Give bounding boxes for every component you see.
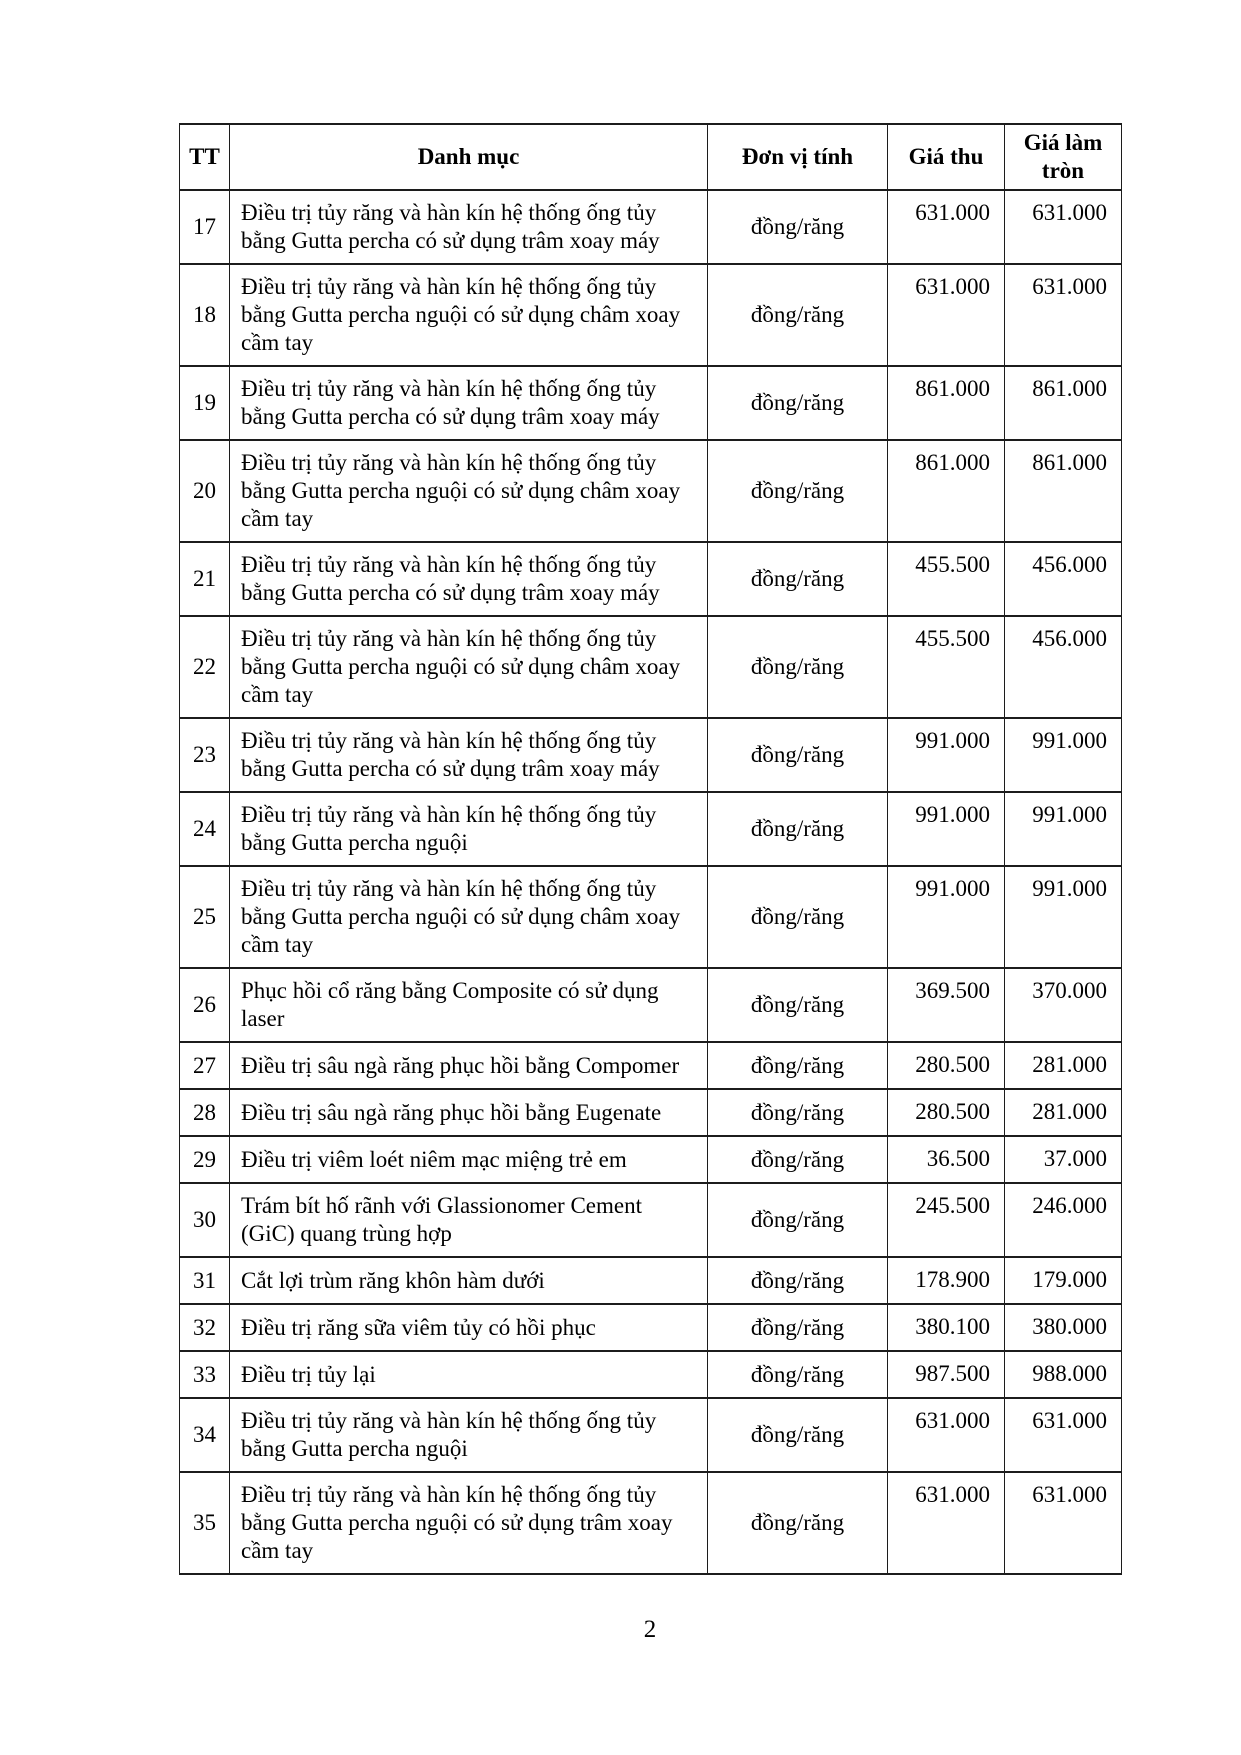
cell-don-vi-tinh: đồng/răng	[708, 1183, 888, 1257]
cell-danh-muc: Điều trị tủy răng và hàn kín hệ thống ống tủy bằng Gutta percha nguội có sử dụng châm xoay cầm tay	[230, 866, 708, 968]
table-row	[180, 968, 1122, 1042]
cell-gia-lam-tron: 370.000	[1005, 968, 1122, 1042]
cell-gia-lam-tron: 456.000	[1005, 616, 1122, 718]
cell-tt: 28	[180, 1089, 230, 1136]
cell-gia-lam-tron: 456.000	[1005, 542, 1122, 616]
table-row	[180, 1136, 1122, 1183]
table-body	[180, 190, 1122, 1574]
cell-gia-lam-tron: 991.000	[1005, 866, 1122, 968]
cell-gia-thu: 280.500	[888, 1089, 1005, 1136]
cell-gia-thu: 631.000	[888, 264, 1005, 366]
cell-gia-thu: 987.500	[888, 1351, 1005, 1398]
cell-danh-muc: Điều trị sâu ngà răng phục hồi bằng Compomer	[230, 1042, 708, 1089]
cell-tt: 21	[180, 542, 230, 616]
cell-gia-thu: 245.500	[888, 1183, 1005, 1257]
cell-danh-muc: Điều trị tủy răng và hàn kín hệ thống ống tủy bằng Gutta percha nguội	[230, 1398, 708, 1472]
header-danh-muc: Danh mục	[230, 124, 708, 190]
cell-gia-thu: 631.000	[888, 1472, 1005, 1574]
cell-gia-thu: 991.000	[888, 866, 1005, 968]
table-row	[180, 542, 1122, 616]
price-table	[179, 123, 1122, 1575]
table-row	[180, 366, 1122, 440]
cell-gia-lam-tron: 37.000	[1005, 1136, 1122, 1183]
cell-don-vi-tinh: đồng/răng	[708, 1351, 888, 1398]
cell-tt: 25	[180, 866, 230, 968]
cell-don-vi-tinh: đồng/răng	[708, 968, 888, 1042]
cell-gia-thu: 455.500	[888, 542, 1005, 616]
cell-danh-muc: Điều trị sâu ngà răng phục hồi bằng Eugenate	[230, 1089, 708, 1136]
cell-danh-muc: Điều trị tủy răng và hàn kín hệ thống ống tủy bằng Gutta percha nguội	[230, 792, 708, 866]
cell-don-vi-tinh: đồng/răng	[708, 366, 888, 440]
cell-tt: 24	[180, 792, 230, 866]
cell-gia-thu: 631.000	[888, 190, 1005, 264]
table-header-row	[180, 124, 1122, 190]
table-row	[180, 190, 1122, 264]
cell-gia-lam-tron: 179.000	[1005, 1257, 1122, 1304]
cell-tt: 31	[180, 1257, 230, 1304]
table-row	[180, 1398, 1122, 1472]
table-row	[180, 1042, 1122, 1089]
cell-gia-thu: 991.000	[888, 718, 1005, 792]
cell-gia-lam-tron: 631.000	[1005, 264, 1122, 366]
cell-gia-thu: 369.500	[888, 968, 1005, 1042]
cell-gia-thu: 36.500	[888, 1136, 1005, 1183]
cell-tt: 32	[180, 1304, 230, 1351]
cell-danh-muc: Cắt lợi trùm răng khôn hàm dưới	[230, 1257, 708, 1304]
cell-tt: 30	[180, 1183, 230, 1257]
table-row	[180, 1304, 1122, 1351]
cell-danh-muc: Điều trị tủy răng và hàn kín hệ thống ống tủy bằng Gutta percha nguội có sử dụng châm xoay cầm tay	[230, 264, 708, 366]
cell-don-vi-tinh: đồng/răng	[708, 1136, 888, 1183]
cell-gia-thu: 861.000	[888, 366, 1005, 440]
table-row	[180, 1472, 1122, 1574]
header-gia-lam-tron: Giá làm tròn	[1005, 124, 1122, 190]
table-row	[180, 792, 1122, 866]
table-row	[180, 1183, 1122, 1257]
cell-don-vi-tinh: đồng/răng	[708, 440, 888, 542]
cell-don-vi-tinh: đồng/răng	[708, 1472, 888, 1574]
cell-gia-thu: 380.100	[888, 1304, 1005, 1351]
cell-danh-muc: Điều trị tủy răng và hàn kín hệ thống ống tủy bằng Gutta percha nguội có sử dụng trâm xoay cầm tay	[230, 1472, 708, 1574]
cell-tt: 17	[180, 190, 230, 264]
cell-danh-muc: Phục hồi cổ răng bằng Composite có sử dụng laser	[230, 968, 708, 1042]
header-don-vi-tinh: Đơn vị tính	[708, 124, 888, 190]
table-row	[180, 1351, 1122, 1398]
cell-tt: 29	[180, 1136, 230, 1183]
cell-don-vi-tinh: đồng/răng	[708, 1398, 888, 1472]
table-row	[180, 866, 1122, 968]
table-row	[180, 264, 1122, 366]
cell-gia-thu: 455.500	[888, 616, 1005, 718]
cell-don-vi-tinh: đồng/răng	[708, 616, 888, 718]
cell-don-vi-tinh: đồng/răng	[708, 1042, 888, 1089]
cell-danh-muc: Trám bít hố rãnh với Glassionomer Cement (GiC) quang trùng hợp	[230, 1183, 708, 1257]
table-row	[180, 1257, 1122, 1304]
cell-danh-muc: Điều trị tủy răng và hàn kín hệ thống ống tủy bằng Gutta percha nguội có sử dụng châm xoay cầm tay	[230, 616, 708, 718]
page-number: 2	[643, 1616, 657, 1643]
cell-tt: 19	[180, 366, 230, 440]
table-row	[180, 616, 1122, 718]
cell-don-vi-tinh: đồng/răng	[708, 1257, 888, 1304]
cell-gia-lam-tron: 631.000	[1005, 190, 1122, 264]
cell-tt: 26	[180, 968, 230, 1042]
cell-gia-lam-tron: 991.000	[1005, 792, 1122, 866]
cell-danh-muc: Điều trị tủy lại	[230, 1351, 708, 1398]
cell-gia-thu: 991.000	[888, 792, 1005, 866]
cell-don-vi-tinh: đồng/răng	[708, 190, 888, 264]
table-row	[180, 1089, 1122, 1136]
cell-don-vi-tinh: đồng/răng	[708, 866, 888, 968]
cell-danh-muc: Điều trị tủy răng và hàn kín hệ thống ống tủy bằng Gutta percha có sử dụng trâm xoay máy	[230, 366, 708, 440]
cell-gia-thu: 631.000	[888, 1398, 1005, 1472]
cell-gia-thu: 280.500	[888, 1042, 1005, 1089]
table-row	[180, 718, 1122, 792]
header-gia-thu: Giá thu	[888, 124, 1005, 190]
cell-don-vi-tinh: đồng/răng	[708, 542, 888, 616]
cell-tt: 35	[180, 1472, 230, 1574]
cell-tt: 34	[180, 1398, 230, 1472]
header-tt: TT	[180, 124, 230, 190]
cell-danh-muc: Điều trị tủy răng và hàn kín hệ thống ống tủy bằng Gutta percha có sử dụng trâm xoay máy	[230, 542, 708, 616]
cell-gia-lam-tron: 631.000	[1005, 1472, 1122, 1574]
cell-tt: 33	[180, 1351, 230, 1398]
cell-gia-lam-tron: 988.000	[1005, 1351, 1122, 1398]
cell-danh-muc: Điều trị tủy răng và hàn kín hệ thống ống tủy bằng Gutta percha có sử dụng trâm xoay máy	[230, 190, 708, 264]
cell-don-vi-tinh: đồng/răng	[708, 1089, 888, 1136]
cell-tt: 22	[180, 616, 230, 718]
cell-gia-lam-tron: 281.000	[1005, 1089, 1122, 1136]
cell-danh-muc: Điều trị tủy răng và hàn kín hệ thống ống tủy bằng Gutta percha có sử dụng trâm xoay máy	[230, 718, 708, 792]
cell-don-vi-tinh: đồng/răng	[708, 264, 888, 366]
cell-tt: 20	[180, 440, 230, 542]
cell-tt: 18	[180, 264, 230, 366]
cell-gia-lam-tron: 281.000	[1005, 1042, 1122, 1089]
table-row	[180, 440, 1122, 542]
cell-gia-lam-tron: 631.000	[1005, 1398, 1122, 1472]
cell-don-vi-tinh: đồng/răng	[708, 718, 888, 792]
cell-gia-lam-tron: 991.000	[1005, 718, 1122, 792]
cell-gia-lam-tron: 861.000	[1005, 366, 1122, 440]
cell-don-vi-tinh: đồng/răng	[708, 1304, 888, 1351]
cell-danh-muc: Điều trị răng sữa viêm tủy có hồi phục	[230, 1304, 708, 1351]
cell-tt: 23	[180, 718, 230, 792]
cell-gia-thu: 861.000	[888, 440, 1005, 542]
cell-gia-thu: 178.900	[888, 1257, 1005, 1304]
cell-gia-lam-tron: 380.000	[1005, 1304, 1122, 1351]
cell-don-vi-tinh: đồng/răng	[708, 792, 888, 866]
cell-danh-muc: Điều trị viêm loét niêm mạc miệng trẻ em	[230, 1136, 708, 1183]
cell-danh-muc: Điều trị tủy răng và hàn kín hệ thống ống tủy bằng Gutta percha nguội có sử dụng châm xoay cầm tay	[230, 440, 708, 542]
cell-gia-lam-tron: 861.000	[1005, 440, 1122, 542]
cell-tt: 27	[180, 1042, 230, 1089]
cell-gia-lam-tron: 246.000	[1005, 1183, 1122, 1257]
